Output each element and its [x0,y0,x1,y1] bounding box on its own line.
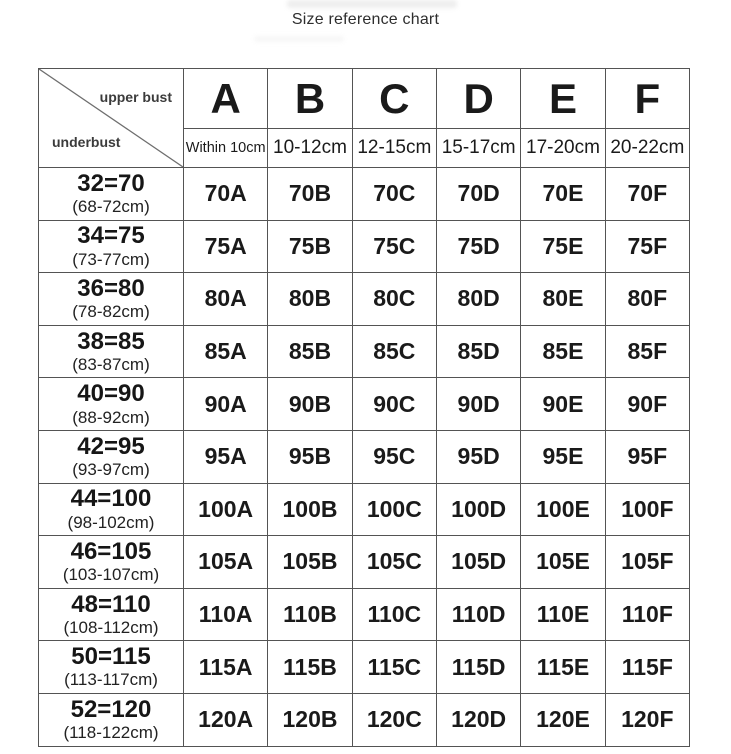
row-range-label: (73-77cm) [72,249,150,269]
size-cell-85B: 85B [268,325,352,378]
size-cell-85C: 85C [352,325,436,378]
size-cell-80E: 80E [521,273,605,326]
size-cell-80A: 80A [184,273,268,326]
size-cell-95F: 95F [605,430,689,483]
size-cell-120F: 120F [605,693,689,746]
size-cell-105D: 105D [436,536,520,589]
size-cell-95C: 95C [352,430,436,483]
size-cell-70F: 70F [605,168,689,221]
table-row [39,220,690,273]
table-row [39,378,690,431]
row-range-label: (78-82cm) [72,302,150,322]
size-cell-95A: 95A [184,430,268,483]
column-letter-A: A [184,69,268,129]
row-header [39,483,184,536]
size-cell-90C: 90C [352,378,436,431]
row-range-label: (113-117cm) [64,670,158,690]
size-cell-90B: 90B [268,378,352,431]
size-cell-105E: 105E [521,536,605,589]
row-range-label: (118-122cm) [63,723,159,743]
size-cell-80B: 80B [268,273,352,326]
size-cell-105C: 105C [352,536,436,589]
size-cell-105A: 105A [184,536,268,589]
size-cell-115C: 115C [352,641,436,694]
size-cell-75D: 75D [436,220,520,273]
size-cell-100B: 100B [268,483,352,536]
size-cell-120D: 120D [436,693,520,746]
table-row [39,273,690,326]
row-range-label: (98-102cm) [67,512,155,532]
column-range-E: 17-20cm [521,129,605,168]
size-cell-120B: 120B [268,693,352,746]
table-row [39,693,690,746]
row-size-label: 40=90 [77,380,145,408]
size-cell-85A: 85A [184,325,268,378]
size-cell-75F: 75F [605,220,689,273]
size-reference-table [38,68,690,747]
table-row [39,483,690,536]
table-row [39,168,690,221]
row-size-label: 32=70 [77,169,145,197]
size-cell-80D: 80D [436,273,520,326]
size-cell-120A: 120A [184,693,268,746]
size-cell-100D: 100D [436,483,520,536]
column-letter-B: B [268,69,352,129]
row-header [39,693,184,746]
row-header [39,430,184,483]
size-cell-75B: 75B [268,220,352,273]
column-range-D: 15-17cm [436,129,520,168]
size-cell-90E: 90E [521,378,605,431]
size-cell-70E: 70E [521,168,605,221]
row-size-label: 46=105 [70,537,152,565]
row-range-label: (93-97cm) [72,460,150,480]
size-cell-75C: 75C [352,220,436,273]
size-cell-110C: 110C [352,588,436,641]
size-cell-115B: 115B [268,641,352,694]
row-range-label: (88-92cm) [72,407,150,427]
size-cell-100E: 100E [521,483,605,536]
size-cell-85E: 85E [521,325,605,378]
row-header [39,220,184,273]
column-range-A: Within 10cm [184,129,268,168]
size-cell-105F: 105F [605,536,689,589]
table-row [39,325,690,378]
row-header [39,168,184,221]
column-range-F: 20-22cm [605,129,689,168]
table-row [39,641,690,694]
row-header [39,588,184,641]
row-range-label: (108-112cm) [63,617,159,637]
size-cell-90F: 90F [605,378,689,431]
row-size-label: 44=100 [70,485,152,513]
size-cell-70A: 70A [184,168,268,221]
size-cell-70D: 70D [436,168,520,221]
size-cell-105B: 105B [268,536,352,589]
row-size-label: 38=85 [77,327,145,355]
size-cell-115D: 115D [436,641,520,694]
size-cell-120E: 120E [521,693,605,746]
table-row [39,536,690,589]
size-cell-95B: 95B [268,430,352,483]
size-cell-120C: 120C [352,693,436,746]
table-row [39,588,690,641]
size-cell-115F: 115F [605,641,689,694]
column-letter-E: E [521,69,605,129]
corner-upper-bust-label: upper bust [99,89,172,105]
size-cell-100F: 100F [605,483,689,536]
size-cell-80F: 80F [605,273,689,326]
size-cell-90A: 90A [184,378,268,431]
row-header [39,273,184,326]
size-cell-100A: 100A [184,483,268,536]
table-body [39,168,690,747]
page-title: Size reference chart [291,11,440,28]
row-size-label: 52=120 [70,695,152,723]
corner-underbust-label: underbust [52,134,121,150]
table-header [39,69,690,168]
row-header [39,536,184,589]
size-cell-100C: 100C [352,483,436,536]
size-cell-115E: 115E [521,641,605,694]
size-cell-110E: 110E [521,588,605,641]
size-cell-80C: 80C [352,273,436,326]
size-cell-110A: 110A [184,588,268,641]
size-cell-115A: 115A [184,641,268,694]
row-size-label: 42=95 [77,432,145,460]
row-range-label: (103-107cm) [62,565,160,585]
table-row [39,430,690,483]
size-cell-85D: 85D [436,325,520,378]
column-letter-C: C [352,69,436,129]
letter-header-row [39,69,690,129]
size-cell-110F: 110F [605,588,689,641]
row-size-label: 48=110 [71,590,151,618]
row-size-label: 34=75 [77,222,145,250]
size-cell-110D: 110D [436,588,520,641]
size-cell-75A: 75A [184,220,268,273]
size-cell-75E: 75E [521,220,605,273]
column-range-C: 12-15cm [352,129,436,168]
size-cell-95D: 95D [436,430,520,483]
corner-cell [39,69,184,168]
row-header [39,378,184,431]
watermark-smudge [287,0,457,8]
row-header [39,641,184,694]
size-cell-95E: 95E [521,430,605,483]
row-range-label: (83-87cm) [72,354,150,374]
row-range-label: (68-72cm) [72,197,150,217]
size-cell-90D: 90D [436,378,520,431]
row-size-label: 36=80 [77,274,145,302]
size-cell-70B: 70B [268,168,352,221]
size-cell-110B: 110B [268,588,352,641]
row-header [39,325,184,378]
size-cell-85F: 85F [605,325,689,378]
column-letter-F: F [605,69,689,129]
row-size-label: 50=115 [71,643,151,671]
watermark-smudge [254,36,344,42]
column-letter-D: D [436,69,520,129]
column-range-B: 10-12cm [268,129,352,168]
diagonal-divider-line [39,69,183,167]
size-cell-70C: 70C [352,168,436,221]
